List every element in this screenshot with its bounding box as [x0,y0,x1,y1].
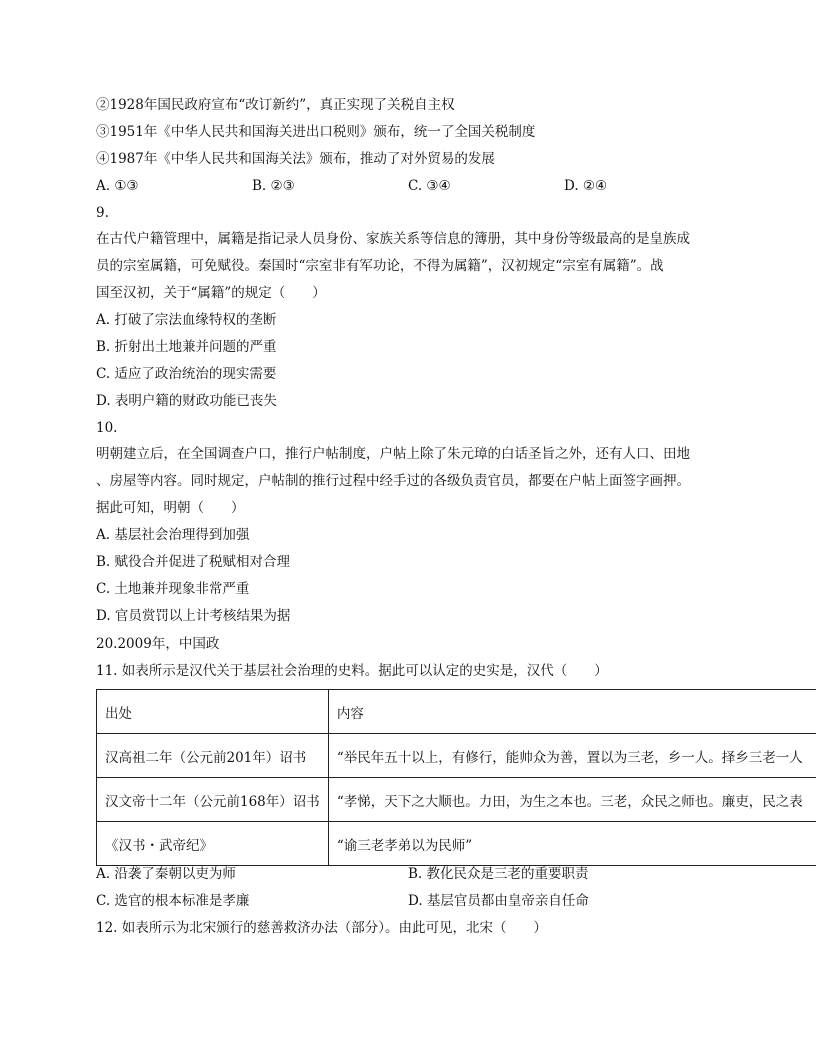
q9-number: 9. [96,205,109,221]
q10-option-a: A. 基层社会治理得到加强 [96,527,250,543]
q11-option-b: B. 教化民众是三老的重要职责 [408,866,589,882]
table-row [97,822,816,866]
table-row [97,734,816,778]
q10-option-c: C. 土地兼并现象非常严重 [96,581,250,597]
q11-option-c: C. 选官的根本标准是孝廉 [96,893,250,909]
table-cell-content: “举民年五十以上，有修行，能帅众为善，置以为三老，乡一人。择乡三老一人 [328,734,816,778]
table-cell-source: 汉文帝十二年（公元前168年）诏书 [97,778,329,822]
q8-item-3: ③1951年《中华人民共和国海关进出口税则》颁布，统一了全国关税制度 [96,124,536,140]
q8-option-d: D. ②④ [564,178,608,194]
q10-option-b: B. 赋役合并促进了税赋相对合理 [96,554,291,570]
q11-source-table [96,689,816,866]
q8-option-b: B. ②③ [252,178,295,194]
table-cell-source: 《汉书・武帝纪》 [97,822,329,866]
q9-option-a: A. 打破了宗法血缘特权的垄断 [96,312,277,328]
q11-stem: 11. 如表所示是汉代关于基层社会治理的史料。据此可以认定的史实是，汉代（ ） [96,663,608,679]
q8-item-2: ②1928年国民政府宣布“改订新约”，真正实现了关税自主权 [96,97,455,113]
q10-option-d: D. 官员赏罚以上计考核结果为据 [96,608,291,624]
q10-number: 10. [96,420,118,436]
q9-option-d: D. 表明户籍的财政功能已丧失 [96,393,277,409]
q11-option-a: A. 沿袭了秦朝以吏为师 [96,866,236,882]
table-row [97,778,816,822]
table-header-row [97,690,816,734]
q10-stem-line-3: 据此可知，明朝（ ） [96,500,245,516]
q9-stem-line-1: 在古代户籍管理中，属籍是指记录人员身份、家族关系等信息的簿册，其中身份等级最高的是皇族成 [96,231,690,247]
table-header-source: 出处 [97,690,329,734]
q10-stem-line-1: 明朝建立后，在全国调查户口，推行户帖制度，户帖上除了朱元璋的白话圣旨之外，还有人口、田地 [96,446,690,462]
q9-stem-line-3: 国至汉初，关于“属籍”的规定（ ） [96,285,326,301]
table-header-content: 内容 [328,690,816,734]
table-cell-source: 汉高祖二年（公元前201年）诏书 [97,734,329,778]
q9-option-b: B. 折射出土地兼并问题的严重 [96,339,277,355]
stray-text-line: 20.2009年，中国政 [96,636,220,652]
q10-stem-line-2: 、房屋等内容。同时规定，户帖制的推行过程中经手过的各级负责官员，都要在户帖上面签字画押。 [96,473,690,489]
q12-stem: 12. 如表所示为北宋颁行的慈善救济办法（部分）。由此可见，北宋（ ） [96,920,548,936]
table-cell-content: “谕三老孝弟以为民师” [328,822,816,866]
q8-item-4: ④1987年《中华人民共和国海关法》颁布，推动了对外贸易的发展 [96,151,495,167]
q8-option-c: C. ③④ [408,178,451,194]
table-cell-content: “孝悌，天下之大顺也。力田，为生之本也。三老，众民之师也。廉吏，民之表 [328,778,816,822]
q8-option-a: A. ①③ [96,178,139,194]
q9-option-c: C. 适应了政治统治的现实需要 [96,366,277,382]
q9-stem-line-2: 员的宗室属籍，可免赋役。秦国时“宗室非有军功论，不得为属籍”，汉初规定“宗室有属籍”。战 [96,258,664,274]
q11-option-d: D. 基层官员都由皇帝亲自任命 [408,893,589,909]
